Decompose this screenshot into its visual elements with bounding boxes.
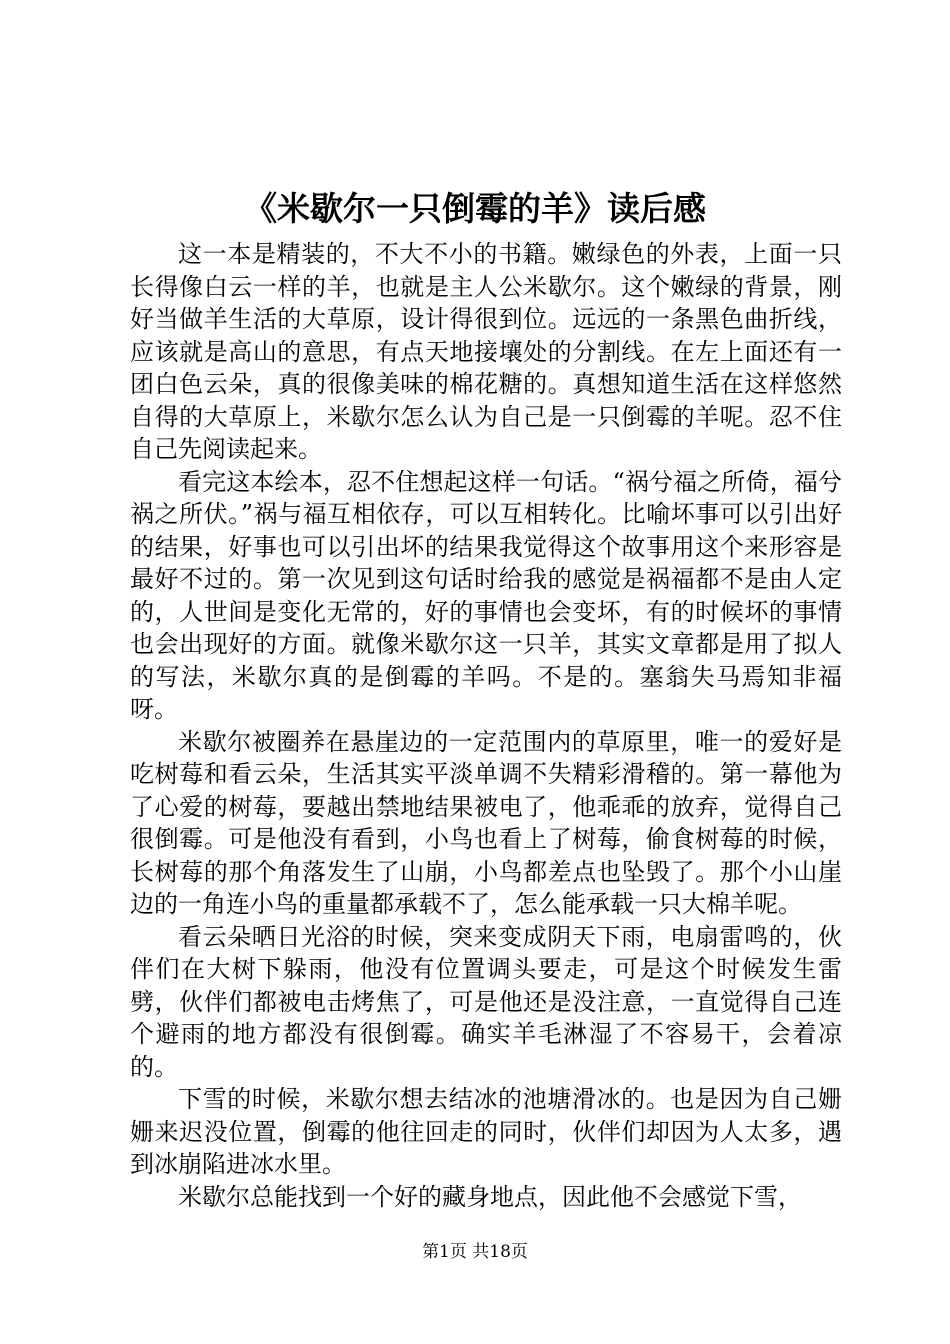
paragraph: 下雪的时候，米歇尔想去结冰的池塘滑冰的。也是因为自己姗姗来迟没位置，倒霉的他往回走的同时，伙伴们却因为人太多，遇到冰崩陷进冰水里。 — [130, 1085, 842, 1178]
page-footer: 第1页 共18页 — [422, 1242, 528, 1262]
paragraph: 这一本是精装的，不大不小的书籍。嫩绿色的外表，上面一只长得像白云一样的羊，也就是主人公米歇尔。这个嫩绿的背景，刚好当做羊生活的大草原，设计得很到位。远远的一条黑色曲折线，应该就是高山的意思，有点天地接壤处的分割线。在左上面还有一团白色云朵，真的很像美味的棉花糖的。真想知道生活在这样悠然自得的大草原上，米歇尔怎么认为自己是一只倒霉的羊呢。忍不住自己先阅读起来。 — [130, 240, 842, 463]
document-body — [130, 238, 842, 1213]
document-title: 《米歇尔一只倒霉的羊》读后感 — [244, 189, 706, 228]
paragraph: 米歇尔总能找到一个好的藏身地点，因此他不会感觉下雪， — [178, 1182, 802, 1211]
paragraph: 看完这本绘本，忍不住想起这样一句话。“祸兮福之所倚，福兮祸之所伏。”祸与福互相依存，可以互相转化。比喻坏事可以引出好的结果，好事也可以引出坏的结果我觉得这个故事用这个来形容是最好不过的。第一次见到这句话时给我的感觉是祸福都不是由人定的，人世间是变化无常的，好的事情也会变坏，有的时候坏的事情也会出现好的方面。就像米歇尔这一只羊，其实文章都是用了拟人的写法，米歇尔真的是倒霉的羊吗。不是的。塞翁失马焉知非福呀。 — [130, 467, 842, 723]
paragraph: 看云朵晒日光浴的时候，突来变成阴天下雨，电扇雷鸣的，伙伴们在大树下躲雨，他没有位置调头要走，可是这个时候发生雷劈，伙伴们都被电击烤焦了，可是他还是没注意，一直觉得自己连个避雨的地方都没有很倒霉。确实羊毛淋湿了不容易干，会着凉的。 — [130, 922, 842, 1081]
paragraph: 米歇尔被圈养在悬崖边的一定范围内的草原里，唯一的爱好是吃树莓和看云朵，生活其实平淡单调不失精彩滑稽的。第一幕他为了心爱的树莓，要越出禁地结果被电了，他乖乖的放弃，觉得自己很倒霉。可是他没有看到，小鸟也看上了树莓，偷食树莓的时候，长树莓的那个角落发生了山崩，小鸟都差点也坠毁了。那个小山崖边的一角连小鸟的重量都承载不了，怎么能承载一只大棉羊呢。 — [130, 727, 842, 918]
